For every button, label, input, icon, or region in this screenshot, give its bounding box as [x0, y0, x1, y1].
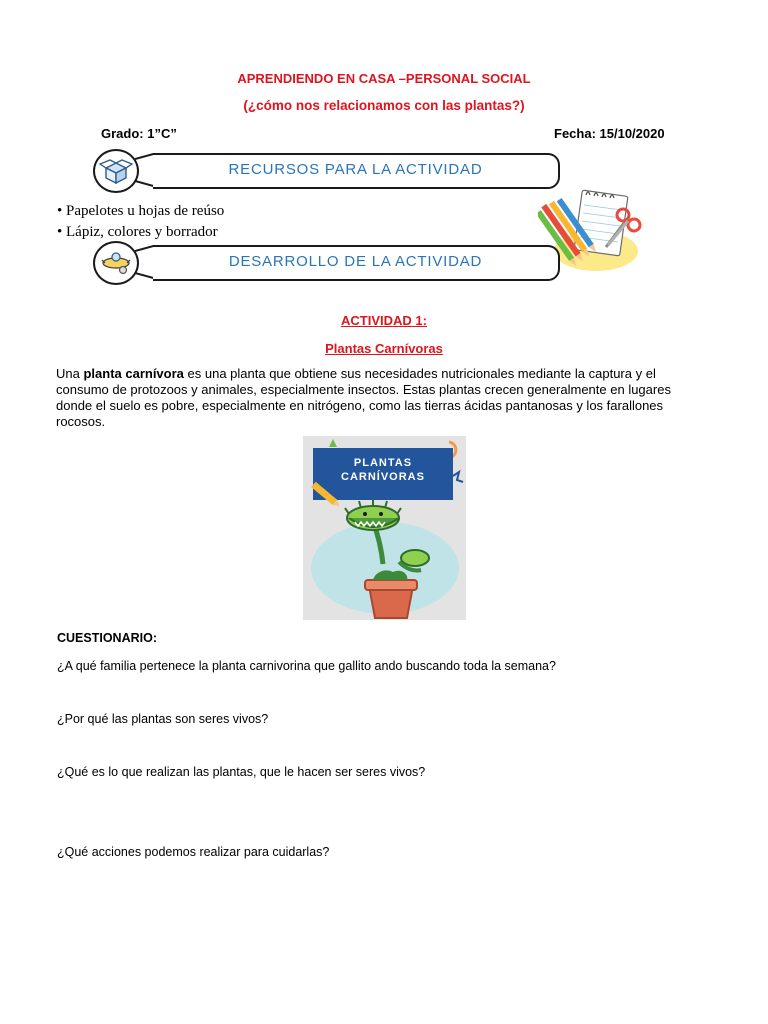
paragraph-text: Una: [56, 366, 84, 381]
resource-item: • Papelotes u hojas de reúso: [57, 203, 225, 219]
questionnaire-heading: CUESTIONARIO:: [57, 631, 157, 645]
question-item: ¿Qué es lo que realizan las plantas, que le hacen ser seres vivos?: [57, 765, 426, 779]
resource-item: • Lápiz, colores y borrador: [57, 224, 218, 240]
banner-label: RECURSOS PARA LA ACTIVIDAD: [228, 161, 483, 178]
image-title-line: CARNÍVORAS: [341, 471, 425, 483]
paragraph-text: es una planta que obtiene sus necesidades nutricionales mediante la captura y el consumo de protozoos y animales, especialmente insectos. Estas plantas crecen generalmente en lugares donde el suelo es pobre, especialmente en nitrógeno, como las tierras ácidas pantanosas y los farallones rocosos.: [56, 366, 671, 429]
development-banner: [93, 245, 563, 279]
resources-banner: [93, 153, 563, 187]
document-title: APRENDIENDO EN CASA –PERSONAL SOCIAL: [237, 71, 531, 86]
question-item: ¿A qué familia pertenece la planta carnivorina que gallito ando buscando toda la semana?: [57, 659, 556, 673]
paragraph-bold-term: planta carnívora: [83, 366, 184, 381]
activity-paragraph: [56, 366, 674, 430]
box-icon: [93, 149, 139, 193]
gears-icon: [93, 241, 139, 285]
activity-label: ACTIVIDAD 1:: [341, 313, 427, 328]
carnivorous-plant-image: [303, 436, 466, 620]
document-subtitle: (¿cómo nos relacionamos con las plantas?): [243, 98, 525, 113]
banner-label: DESARROLLO DE LA ACTIVIDAD: [228, 253, 483, 270]
date-label: Fecha: 15/10/2020: [554, 126, 665, 141]
question-item: ¿Por qué las plantas son seres vivos?: [57, 712, 269, 726]
question-item: ¿Qué acciones podemos realizar para cuidarlas?: [57, 845, 330, 859]
activity-topic: Plantas Carnívoras: [325, 341, 443, 356]
image-title-line: PLANTAS: [353, 457, 413, 469]
grade-label: Grado: 1”C”: [101, 126, 177, 141]
